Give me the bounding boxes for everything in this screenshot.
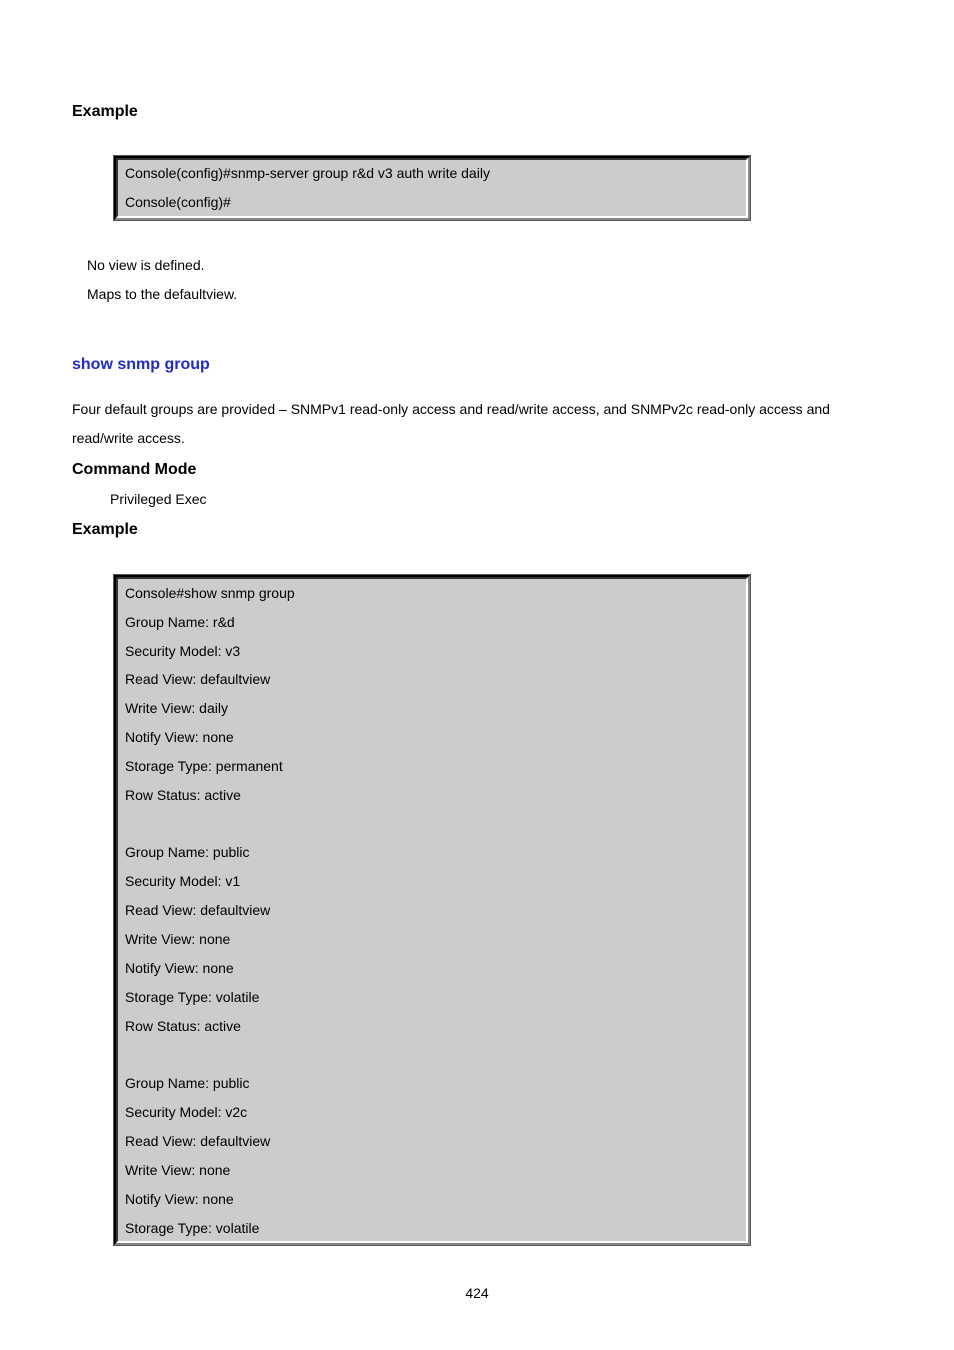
- console-line: Read View: defaultview: [125, 671, 271, 687]
- console-line: Notify View: none: [125, 1191, 234, 1207]
- note-no-view: No view is defined.: [87, 257, 205, 273]
- console-line: Security Model: v2c: [125, 1104, 248, 1120]
- console-line: Security Model: v1: [125, 873, 241, 889]
- console-line: Write View: none: [125, 1162, 231, 1178]
- console-line: Notify View: none: [125, 960, 234, 976]
- console-line: Read View: defaultview: [125, 1133, 271, 1149]
- console-output-box-1: [113, 155, 751, 221]
- console-line: Notify View: none: [125, 729, 234, 745]
- console-line: Group Name: public: [125, 1075, 250, 1091]
- console-line: Group Name: public: [125, 844, 250, 860]
- description-line-2: read/write access.: [72, 430, 185, 446]
- description-line-1: Four default groups are provided – SNMPv1 read-only access and read/write access, and SNMPv2c read-only access and: [72, 401, 830, 417]
- console-line: Console(config)#: [125, 194, 231, 210]
- console-line: Write View: none: [125, 931, 231, 947]
- console-line: Security Model: v3: [125, 643, 241, 659]
- command-mode-value: Privileged Exec: [110, 491, 207, 507]
- console-line: Row Status: active: [125, 787, 241, 803]
- example-heading-2: Example: [72, 521, 138, 538]
- console-line: Write View: daily: [125, 700, 228, 716]
- example-heading-1: Example: [72, 103, 138, 120]
- page-number: 424: [465, 1285, 489, 1301]
- console-line: Console(config)#snmp-server group r&d v3 auth write daily: [125, 165, 490, 181]
- console-line: Read View: defaultview: [125, 902, 271, 918]
- command-title: show snmp group: [72, 356, 210, 373]
- console-line: Row Status: active: [125, 1018, 241, 1034]
- console-output-box-2: [113, 574, 751, 1246]
- console-line: Storage Type: volatile: [125, 989, 260, 1005]
- console-line: Storage Type: permanent: [125, 758, 283, 774]
- command-mode-heading: Command Mode: [72, 461, 197, 478]
- console-line: Console#show snmp group: [125, 585, 295, 601]
- note-defaultview: Maps to the defaultview.: [87, 286, 238, 302]
- console-line: Storage Type: volatile: [125, 1220, 260, 1236]
- console-line: Group Name: r&d: [125, 614, 235, 630]
